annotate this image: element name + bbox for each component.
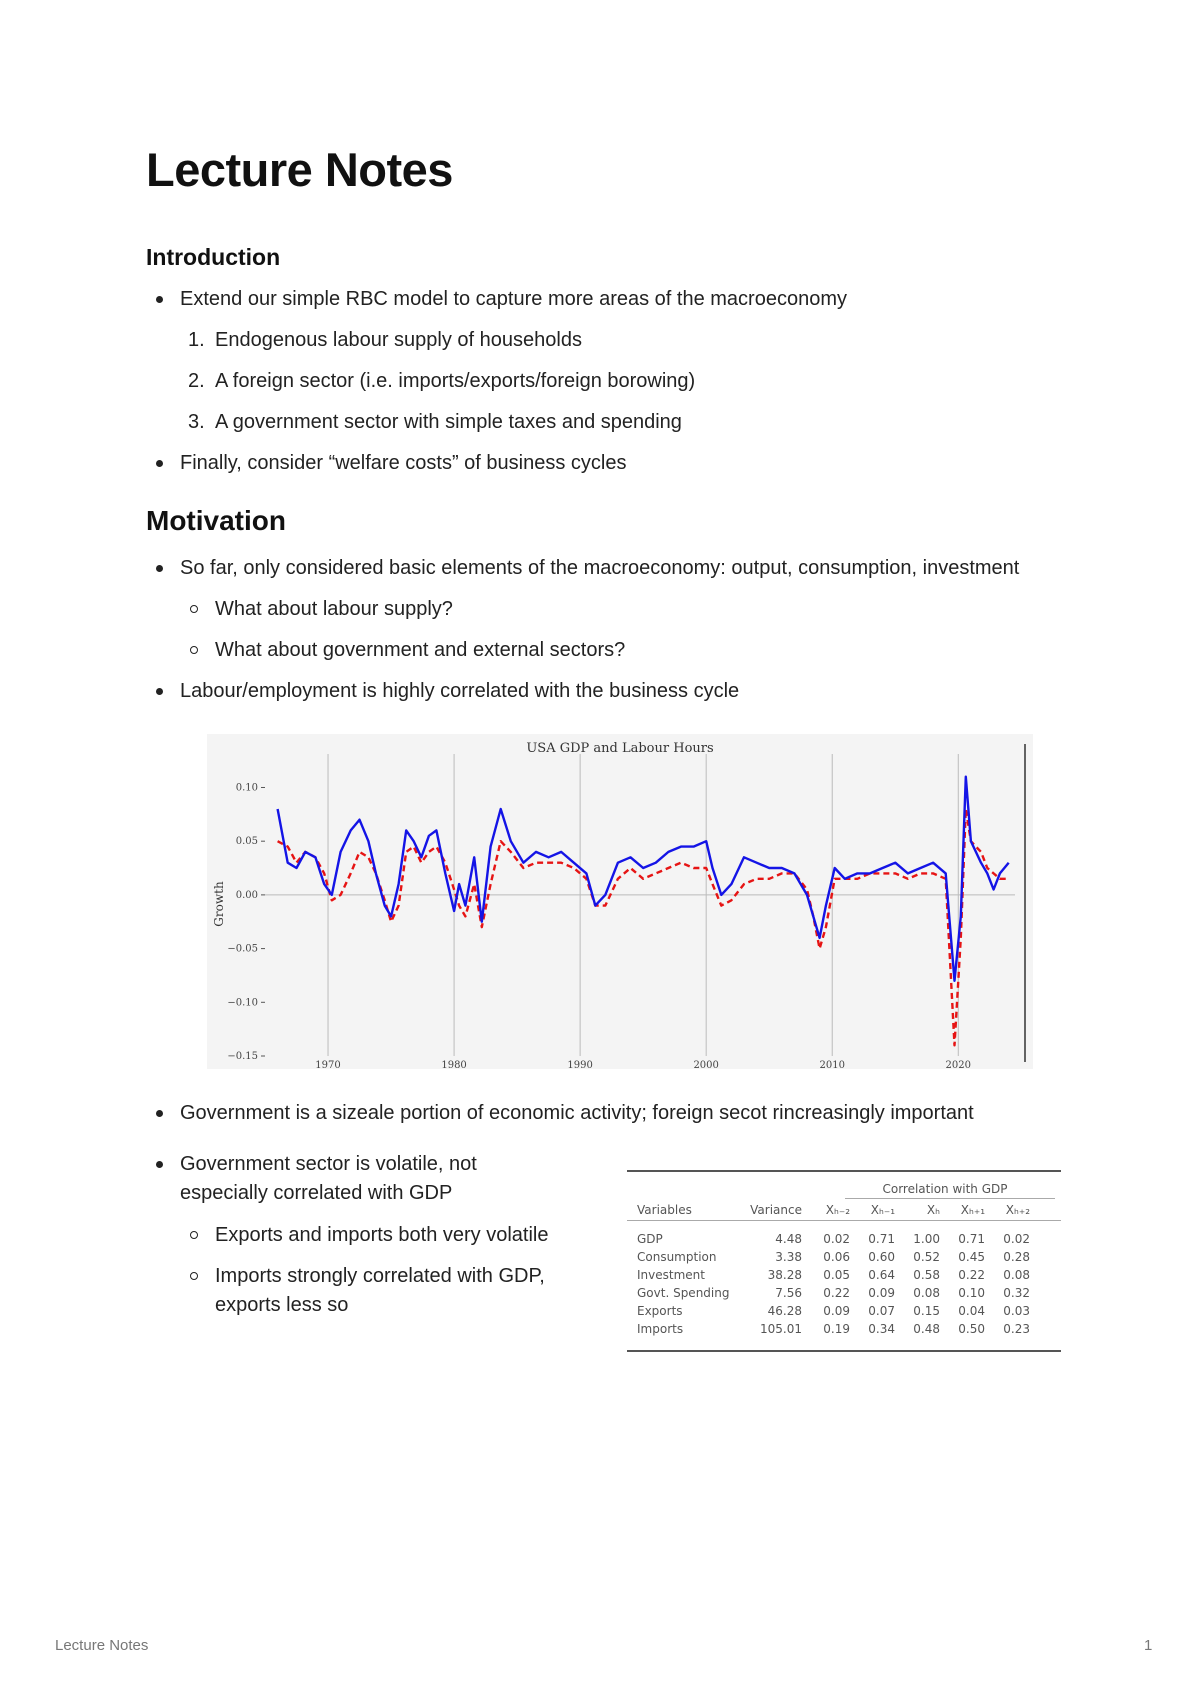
- table-cell: 1.00: [913, 1232, 940, 1246]
- chart-y-tick-label: −0.15: [227, 1051, 258, 1062]
- table-cell: 0.32: [1003, 1286, 1030, 1300]
- motivation-sub-4-line-1: Imports strongly correlated with GDP,: [215, 1265, 545, 1287]
- motivation-sub-1: What about labour supply?: [215, 598, 453, 620]
- chart-x-tick-label: 2010: [819, 1060, 845, 1069]
- table-cell: 0.22: [958, 1268, 985, 1282]
- table-header: Xₕ₊₂: [1005, 1203, 1030, 1217]
- sub-bullet-circle: [190, 1272, 198, 1280]
- table-cell: 105.01: [760, 1322, 802, 1336]
- table-row-label: Imports: [637, 1322, 684, 1336]
- sub-bullet-circle: [190, 646, 198, 654]
- table-cell: 0.34: [868, 1322, 895, 1336]
- table-cell: 0.48: [913, 1322, 940, 1336]
- bullet-dot: [156, 565, 163, 572]
- table-cell: 0.07: [868, 1304, 895, 1318]
- sub-bullet-circle: [190, 1231, 198, 1239]
- table-header: Xₕ₋₁: [870, 1203, 895, 1217]
- chart-series-dashed-line: [278, 809, 1009, 1045]
- table-cell: 0.05: [823, 1268, 850, 1282]
- table-cell: 0.60: [868, 1250, 895, 1264]
- chart-y-tick-label: 0.10: [235, 782, 258, 794]
- table-group-rule: [845, 1198, 1055, 1199]
- table-top-rule: [627, 1170, 1061, 1172]
- table-header: Variables: [637, 1203, 692, 1217]
- motivation-bullet-4-line-1: Government sector is volatile, not: [180, 1153, 477, 1175]
- table-cell: 0.15: [913, 1304, 940, 1318]
- motivation-sub-3: Exports and imports both very volatile: [215, 1224, 549, 1246]
- table-cell: 0.08: [913, 1286, 940, 1300]
- table-cell: 0.19: [823, 1322, 850, 1336]
- list-number: 1.: [188, 329, 205, 351]
- table-cell: 0.64: [868, 1268, 895, 1282]
- table-cell: 0.02: [823, 1232, 850, 1246]
- table-row-label: GDP: [637, 1232, 663, 1246]
- table-cell: 0.03: [1003, 1304, 1030, 1318]
- motivation-bullet-1: So far, only considered basic elements of the macroeconomy: output, consumption, investment: [180, 557, 1020, 579]
- table-cell: 0.50: [958, 1322, 985, 1336]
- chart-x-tick-label: 1990: [567, 1060, 593, 1069]
- table-cell: 7.56: [775, 1286, 802, 1300]
- chart-grid: [265, 744, 1025, 1062]
- intro-item-2: A foreign sector (i.e. imports/exports/foreign borowing): [215, 370, 696, 392]
- motivation-bullet-3: Government is a sizeale portion of economic activity; foreign secot rincreasingly important: [180, 1102, 974, 1124]
- table-row-label: Consumption: [637, 1250, 717, 1264]
- list-number: 2.: [188, 370, 205, 392]
- chart-title: USA GDP and Labour Hours: [526, 741, 714, 756]
- table-cell: 4.48: [775, 1232, 802, 1246]
- list-number: 3.: [188, 411, 205, 433]
- table-cell: 3.38: [775, 1250, 802, 1264]
- page-number: 1: [1144, 1637, 1153, 1654]
- bullet-dot: [156, 688, 163, 695]
- table-cell: 0.04: [958, 1304, 985, 1318]
- motivation-sub-2: What about government and external sectors?: [215, 639, 626, 661]
- table-cell: 0.02: [1003, 1232, 1030, 1246]
- motivation-heading: Motivation: [146, 505, 286, 536]
- motivation-bullet-2: Labour/employment is highly correlated with the business cycle: [180, 680, 740, 702]
- table-cell: 0.28: [1003, 1250, 1030, 1264]
- chart-svg: [207, 734, 1033, 1069]
- table-cell: 0.45: [958, 1250, 985, 1264]
- table-header-rule: [627, 1220, 1061, 1221]
- table-header: Xₕ: [926, 1203, 940, 1217]
- table-header: Xₕ₋₂: [825, 1203, 850, 1217]
- chart-x-tick-label: 1980: [441, 1060, 467, 1069]
- table-row-label: Investment: [637, 1268, 705, 1282]
- chart-x-tick-label: 2000: [693, 1060, 719, 1069]
- table-cell: 0.22: [823, 1286, 850, 1300]
- table-header: Xₕ₊₁: [960, 1203, 985, 1217]
- chart-x-tick-label: 1970: [315, 1060, 341, 1069]
- chart-ticks: [227, 782, 971, 1069]
- intro-item-1: Endogenous labour supply of households: [215, 329, 582, 351]
- table-cell: 0.09: [823, 1304, 850, 1318]
- table-row-label: Exports: [637, 1304, 683, 1318]
- motivation-bullet-4-line-2: especially correlated with GDP: [180, 1182, 453, 1204]
- bullet-dot: [156, 1110, 163, 1117]
- motivation-sub-4-line-2: exports less so: [215, 1294, 349, 1316]
- intro-item-3: A government sector with simple taxes and spending: [215, 411, 682, 433]
- table-cell: 38.28: [767, 1268, 802, 1282]
- bullet-dot: [156, 460, 163, 467]
- chart-lines: [278, 777, 1009, 1046]
- table-bottom-rule: [627, 1350, 1061, 1352]
- table-cell: 0.71: [958, 1232, 985, 1246]
- table-group-title: Correlation with GDP: [882, 1182, 1008, 1196]
- table-cell: 0.08: [1003, 1268, 1030, 1282]
- page-title: Lecture Notes: [146, 143, 453, 196]
- bullet-dot: [156, 296, 163, 303]
- chart-y-tick-label: 0.05: [235, 836, 258, 848]
- chart-y-axis-label: Growth: [212, 881, 226, 927]
- table-cell: 0.71: [868, 1232, 895, 1246]
- chart-y-tick-label: −0.10: [227, 997, 258, 1009]
- bullet-dot: [156, 1161, 163, 1168]
- table-header: Variance: [750, 1203, 802, 1217]
- table-cell: 46.28: [767, 1304, 802, 1318]
- intro-bullet-2: Finally, consider “welfare costs” of business cycles: [180, 452, 627, 474]
- table-cell: 0.06: [823, 1250, 850, 1264]
- introduction-heading: Introduction: [146, 244, 281, 270]
- footer-title: Lecture Notes: [55, 1637, 149, 1654]
- sub-bullet-circle: [190, 605, 198, 613]
- chart-x-tick-label: 2020: [945, 1060, 972, 1069]
- chart-y-tick-label: 0.00: [235, 889, 258, 901]
- intro-bullet-1: Extend our simple RBC model to capture more areas of the macroeconomy: [180, 288, 847, 310]
- table-cell: 0.58: [913, 1268, 940, 1282]
- table-cell: 0.09: [868, 1286, 895, 1300]
- gdp-labour-chart: [207, 734, 1033, 1069]
- table-cell: 0.52: [913, 1250, 940, 1264]
- table-row-label: Govt. Spending: [637, 1286, 730, 1300]
- chart-y-tick-label: −0.05: [227, 943, 258, 955]
- table-cell: 0.23: [1003, 1322, 1030, 1336]
- table-cell: 0.10: [958, 1286, 985, 1300]
- correlation-table: [627, 1170, 1061, 1352]
